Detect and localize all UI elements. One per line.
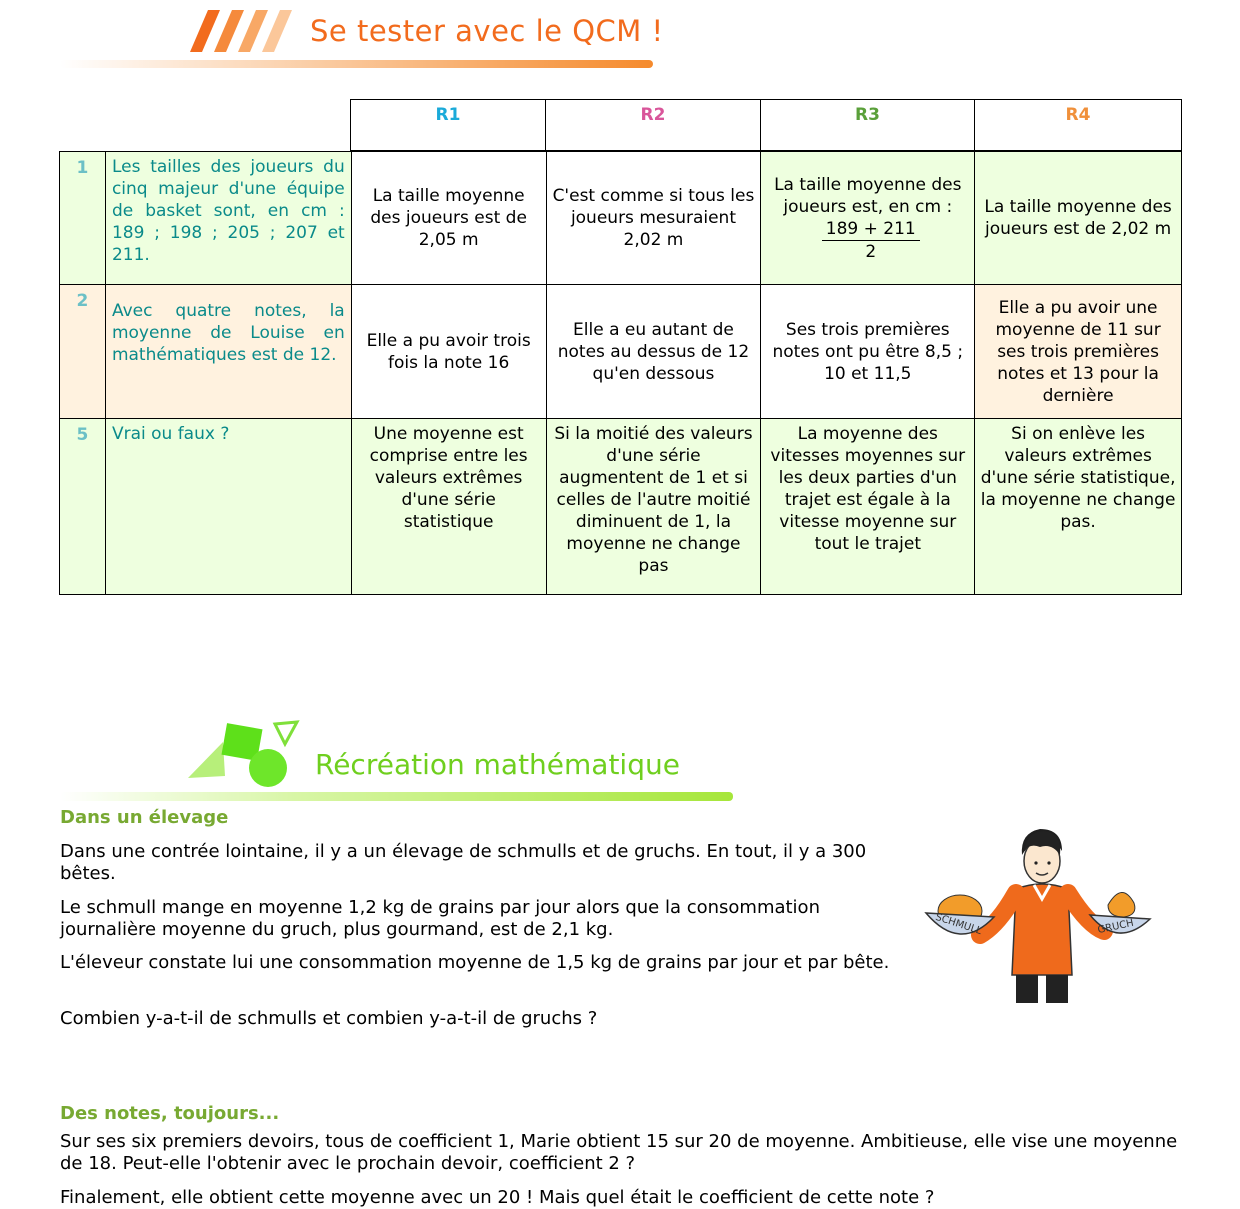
qcm-table-body	[59, 151, 1182, 595]
bowl-left-label: SCHMULL	[933, 911, 983, 938]
question-text: Les tailles des joueurs du cinq majeur d'une équipe de basket sont, en cm : 189 ; 198 ; 205 ; 207 et 211.	[105, 151, 351, 284]
recreation-section-header	[60, 718, 750, 808]
stripes-icon	[190, 8, 300, 54]
answer-r3: La moyenne des vitesses moyennes sur les deux parties d'un trajet est égale à la vitesse moyenne sur tout le trajet	[760, 418, 974, 595]
question-number: 5	[59, 418, 105, 595]
question-text: Avec quatre notes, la moyenne de Louise en mathématiques est de 12.	[105, 284, 351, 418]
answer-r2: Si la moitié des valeurs d'une série augmentent de 1 et si celles de l'autre moitié diminuent de 1, la moyenne ne change pas	[546, 418, 761, 595]
recreation-title-underline	[60, 792, 733, 801]
paragraph: L'éleveur constate lui une consommation moyenne de 1,5 kg de grains par jour et par bête.	[60, 952, 890, 973]
farmer-illustration	[912, 825, 1168, 1015]
paragraph: Combien y-a-t-il de schmulls et combien y-a-t-il de gruchs ?	[60, 1008, 598, 1029]
header-r3: R3	[760, 99, 974, 151]
answer-r4: Elle a pu avoir une moyenne de 11 sur ses trois premières notes et 13 pour la dernière	[974, 284, 1182, 418]
header-r4: R4	[974, 99, 1182, 151]
paragraph: Sur ses six premiers devoirs, tous de coefficient 1, Marie obtient 15 sur 20 de moyenne. Ambitieuse, elle vise une moyenne de 18. Peut-elle l'obtenir avec le prochain devoir, coefficient 2 ?	[60, 1131, 1178, 1174]
header-r1: R1	[350, 99, 545, 151]
table-row	[59, 151, 1182, 284]
header-r2: R2	[545, 99, 760, 151]
table-row	[59, 418, 1182, 595]
paragraph: Dans une contrée lointaine, il y a un élevage de schmulls et de gruchs. En tout, il y a 300 bêtes.	[60, 841, 867, 884]
answer-r1: Une moyenne est comprise entre les valeurs extrêmes d'une série statistique	[351, 418, 546, 595]
answer-r2: Elle a eu autant de notes au dessus de 12 qu'en dessous	[546, 284, 761, 418]
recreation-title: Récréation mathématique	[315, 748, 680, 781]
shapes-icon	[185, 718, 305, 790]
fraction-denominator: 2	[865, 241, 877, 262]
answer-r4: La taille moyenne des joueurs est de 2,02 m	[974, 151, 1182, 284]
section-heading-notes: Des notes, toujours...	[60, 1103, 280, 1124]
answer-r1: Elle a pu avoir trois fois la note 16	[351, 284, 546, 418]
qcm-title: Se tester avec le QCM !	[310, 14, 664, 48]
table-row	[59, 284, 1182, 418]
answer-r3: Ses trois premières notes ont pu être 8,5 ; 10 et 11,5	[760, 284, 974, 418]
answer-r3	[760, 151, 974, 284]
answer-r1: La taille moyenne des joueurs est de 2,05 m	[351, 151, 546, 284]
answer-r4: Si on enlève les valeurs extrêmes d'une série statistique, la moyenne ne change pas.	[974, 418, 1182, 595]
qcm-table-header	[350, 99, 1182, 151]
paragraph: Finalement, elle obtient cette moyenne avec un 20 ! Mais quel était le coefficient de cette note ?	[60, 1187, 935, 1208]
question-text: Vrai ou faux ?	[105, 418, 351, 595]
fraction	[822, 218, 920, 263]
qcm-title-underline	[60, 60, 653, 68]
answer-r3-text: La taille moyenne des joueurs est, en cm :	[774, 174, 962, 217]
paragraph: Le schmull mange en moyenne 1,2 kg de grains par jour alors que la consommation journalière moyenne du gruch, plus gourmand, est de 2,1 kg.	[60, 897, 820, 940]
question-number: 2	[59, 284, 105, 418]
question-number: 1	[59, 151, 105, 284]
section-heading-elevage: Dans un élevage	[60, 807, 229, 828]
bowl-right-label: GRUCH	[1096, 917, 1135, 937]
fraction-numerator: 189 + 211	[822, 218, 920, 241]
answer-r2: C'est comme si tous les joueurs mesuraient 2,02 m	[546, 151, 761, 284]
qcm-section-header	[60, 0, 700, 75]
